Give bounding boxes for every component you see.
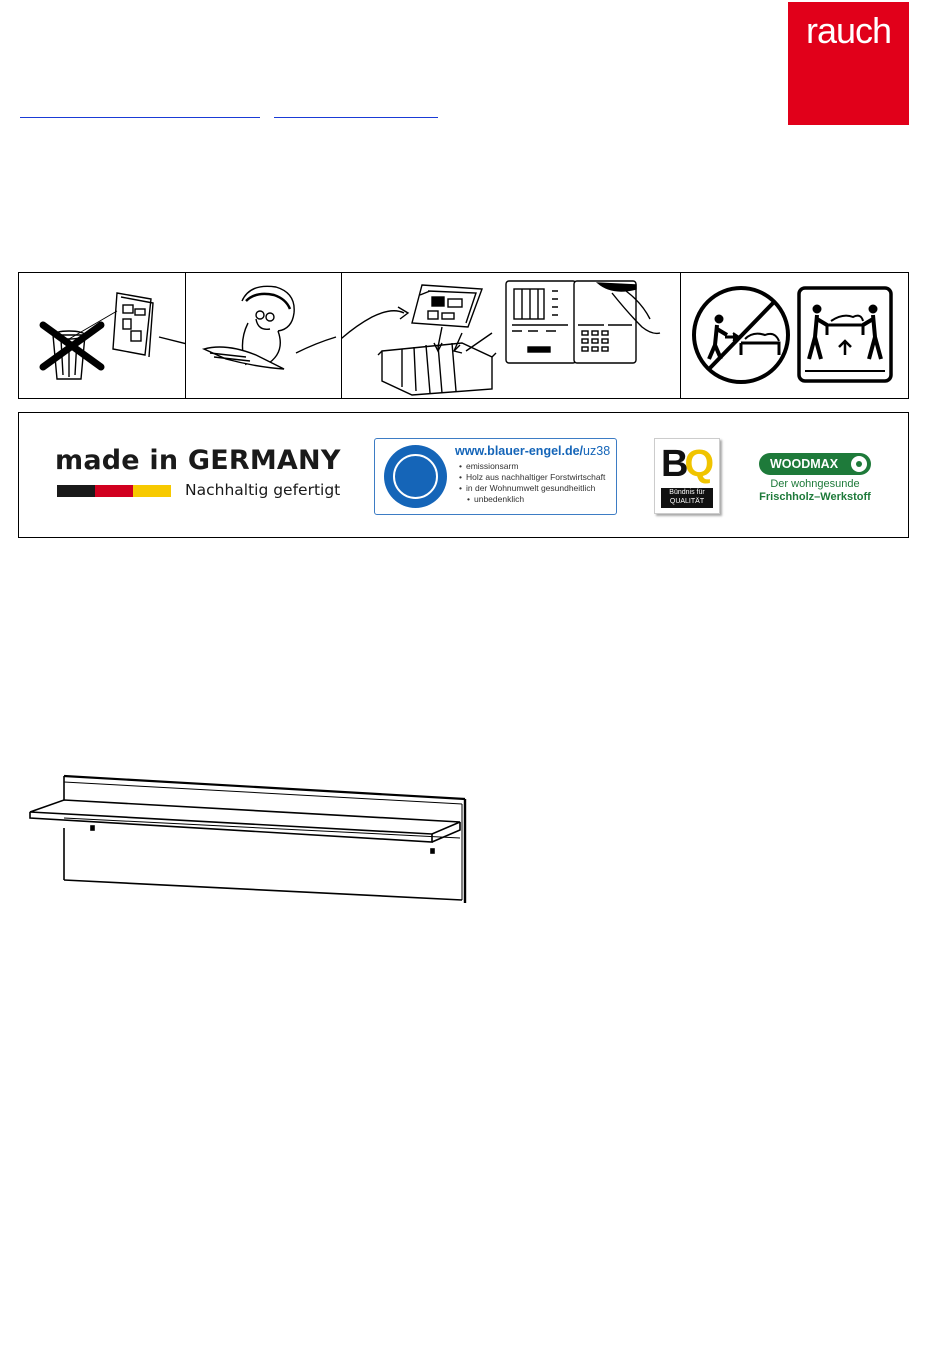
blauer-engel-url: www.blauer-engel.de/uz38 — [455, 444, 611, 458]
bq-caption: Bündnis für QUALITÄT — [661, 488, 713, 508]
instruction-read-manual — [186, 273, 342, 398]
woodmax-tagline: Der wohngesunde Frischholz–Werkstoff — [759, 478, 871, 503]
folder-arrow-icon — [342, 273, 681, 398]
flag-stripe-black — [57, 485, 95, 497]
made-in-germany-subtitle: Nachhaltig gefertigt — [185, 481, 341, 499]
flag-stripe-red — [95, 485, 133, 497]
made-in-germany-logo — [55, 445, 345, 505]
woodmax-dot-icon — [851, 456, 867, 472]
bq-quality-logo — [654, 438, 720, 514]
bq-letters: BQ — [661, 443, 711, 485]
brand-logo — [788, 2, 909, 125]
certification-panel — [18, 412, 909, 538]
link-underline-2[interactable] — [274, 117, 438, 118]
instruction-file-manual — [342, 273, 681, 398]
blauer-engel-bullet: • unbedenklich — [459, 494, 605, 505]
reading-person-icon — [186, 273, 342, 398]
woodmax-name: WOODMAX — [770, 457, 839, 471]
instructions-panel — [18, 272, 909, 399]
blauer-engel-bullet: • Holz aus nachhaltiger Forstwirtschaft — [459, 472, 605, 483]
shelf-product-drawing — [28, 772, 473, 912]
blauer-engel-bullet: • emissionsarm — [459, 461, 605, 472]
brand-logo-text: rauch — [805, 10, 892, 51]
trash-crossed-icon — [19, 273, 186, 398]
link-underline-1[interactable] — [20, 117, 260, 118]
blauer-engel-bullet: • in der Wohnumwelt gesundheitlich — [459, 483, 605, 494]
lift-do-not-push-icon — [681, 273, 908, 398]
instruction-do-not-discard — [19, 273, 186, 398]
made-in-germany-title: made in GERMANY — [55, 445, 341, 476]
blauer-engel-seal-icon — [384, 445, 447, 508]
instruction-lift-do-not-push — [681, 273, 908, 398]
blauer-engel-logo — [374, 438, 617, 515]
woodmax-logo — [759, 453, 871, 475]
blauer-engel-bullets — [459, 461, 605, 505]
flag-stripe-gold — [133, 485, 171, 497]
